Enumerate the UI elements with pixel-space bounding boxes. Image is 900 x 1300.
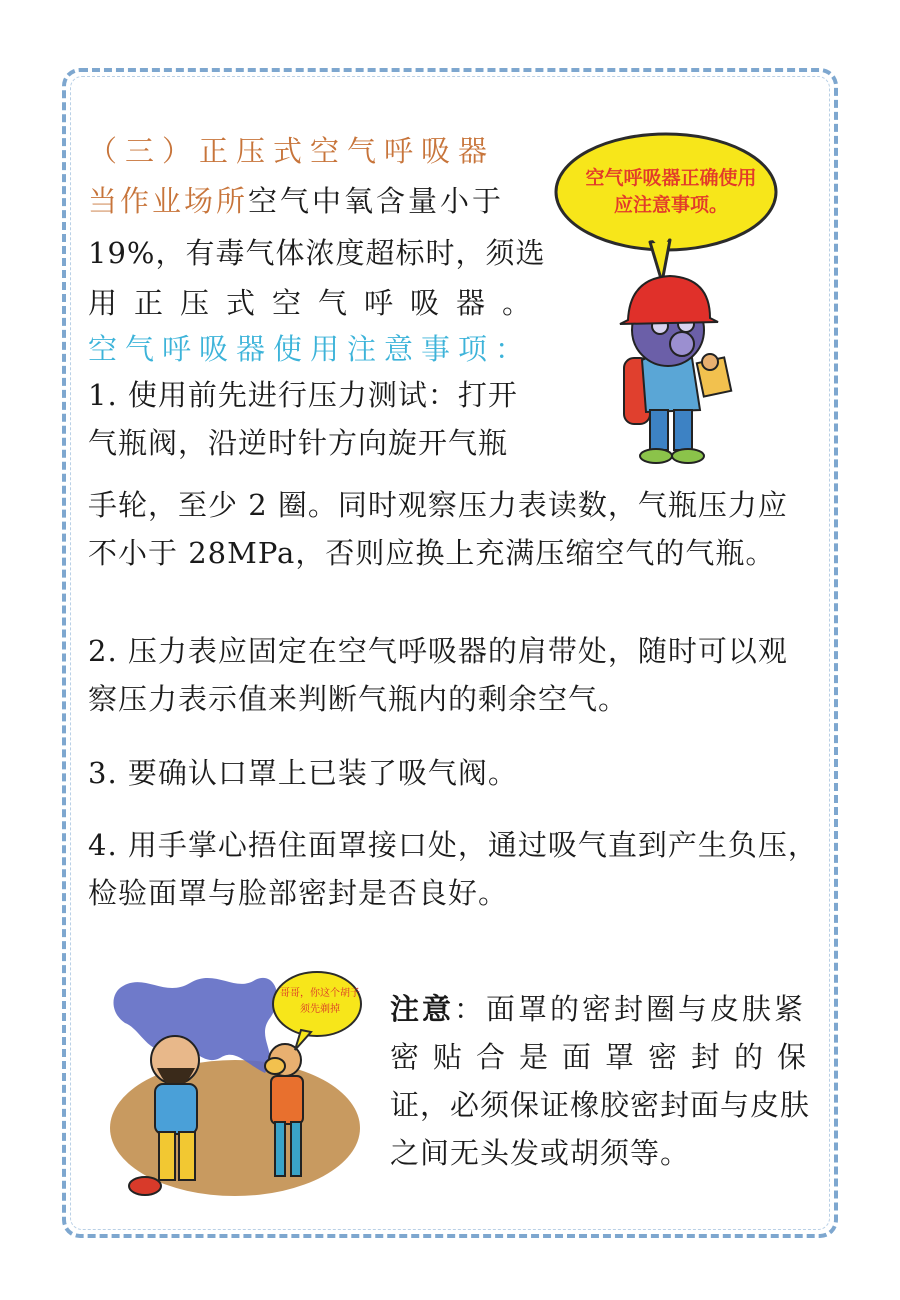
note-line-1 [390, 992, 812, 1026]
note-text-1: 面罩的密封圈与皮肤紧 [486, 992, 807, 1026]
intro-line-3: 用正压式空气呼吸器。 [88, 286, 549, 320]
item-3-line-1: 3. 要确认口罩上已装了吸气阀。 [88, 756, 518, 790]
section-heading: （三）正压式空气呼吸器 [88, 134, 496, 168]
note-line-4: 之间无头发或胡须等。 [390, 1136, 691, 1170]
top-bubble-line-2: 应注意事项。 [613, 194, 728, 216]
intro-line-2: 19%，有毒气体浓度超标时，须选 [88, 236, 546, 270]
note-colon: ： [454, 992, 487, 1026]
item-1-line-3: 手轮，至少 2 圈。同时观察压力表读数，气瓶压力应 [88, 488, 788, 522]
note-line-2: 密贴合是面罩密封的保 [390, 1040, 821, 1074]
intro-rest: 空气中氧含量小于 [248, 184, 505, 218]
small-bubble-line-2: 须先剃掉 [300, 1004, 340, 1015]
note-label: 注意 [390, 992, 455, 1026]
note-line-3: 证，必须保证橡胶密封面与皮肤 [390, 1088, 811, 1122]
item-2-line-1: 2. 压力表应固定在空气呼吸器的肩带处，随时可以观 [88, 634, 788, 668]
top-bubble-text [566, 165, 776, 219]
item-4-line-2: 检验面罩与脸部密封是否良好。 [88, 876, 509, 910]
small-bubble-line-1: 哥哥，你这个胡子 [280, 988, 360, 999]
intro-line-1 [88, 184, 526, 218]
item-2-line-2: 察压力表示值来判断气瓶内的剩余空气。 [88, 682, 629, 716]
intro-highlight: 当作业场所 [88, 184, 249, 218]
small-bubble-text [277, 986, 363, 1018]
item-1-line-1: 1. 使用前先进行压力测试：打开 [88, 378, 518, 412]
item-4-line-1: 4. 用手掌心捂住面罩接口处，通过吸气直到产生负压， [88, 828, 818, 862]
top-bubble-line-1: 空气呼吸器正确使用 [585, 167, 757, 189]
item-1-line-4: 不小于 28MPa，否则应换上充满压缩空气的气瓶。 [88, 536, 776, 570]
item-1-line-2: 气瓶阀，沿逆时针方向旋开气瓶 [88, 426, 509, 460]
notes-subheading: 空气呼吸器使用注意事项： [88, 332, 533, 366]
